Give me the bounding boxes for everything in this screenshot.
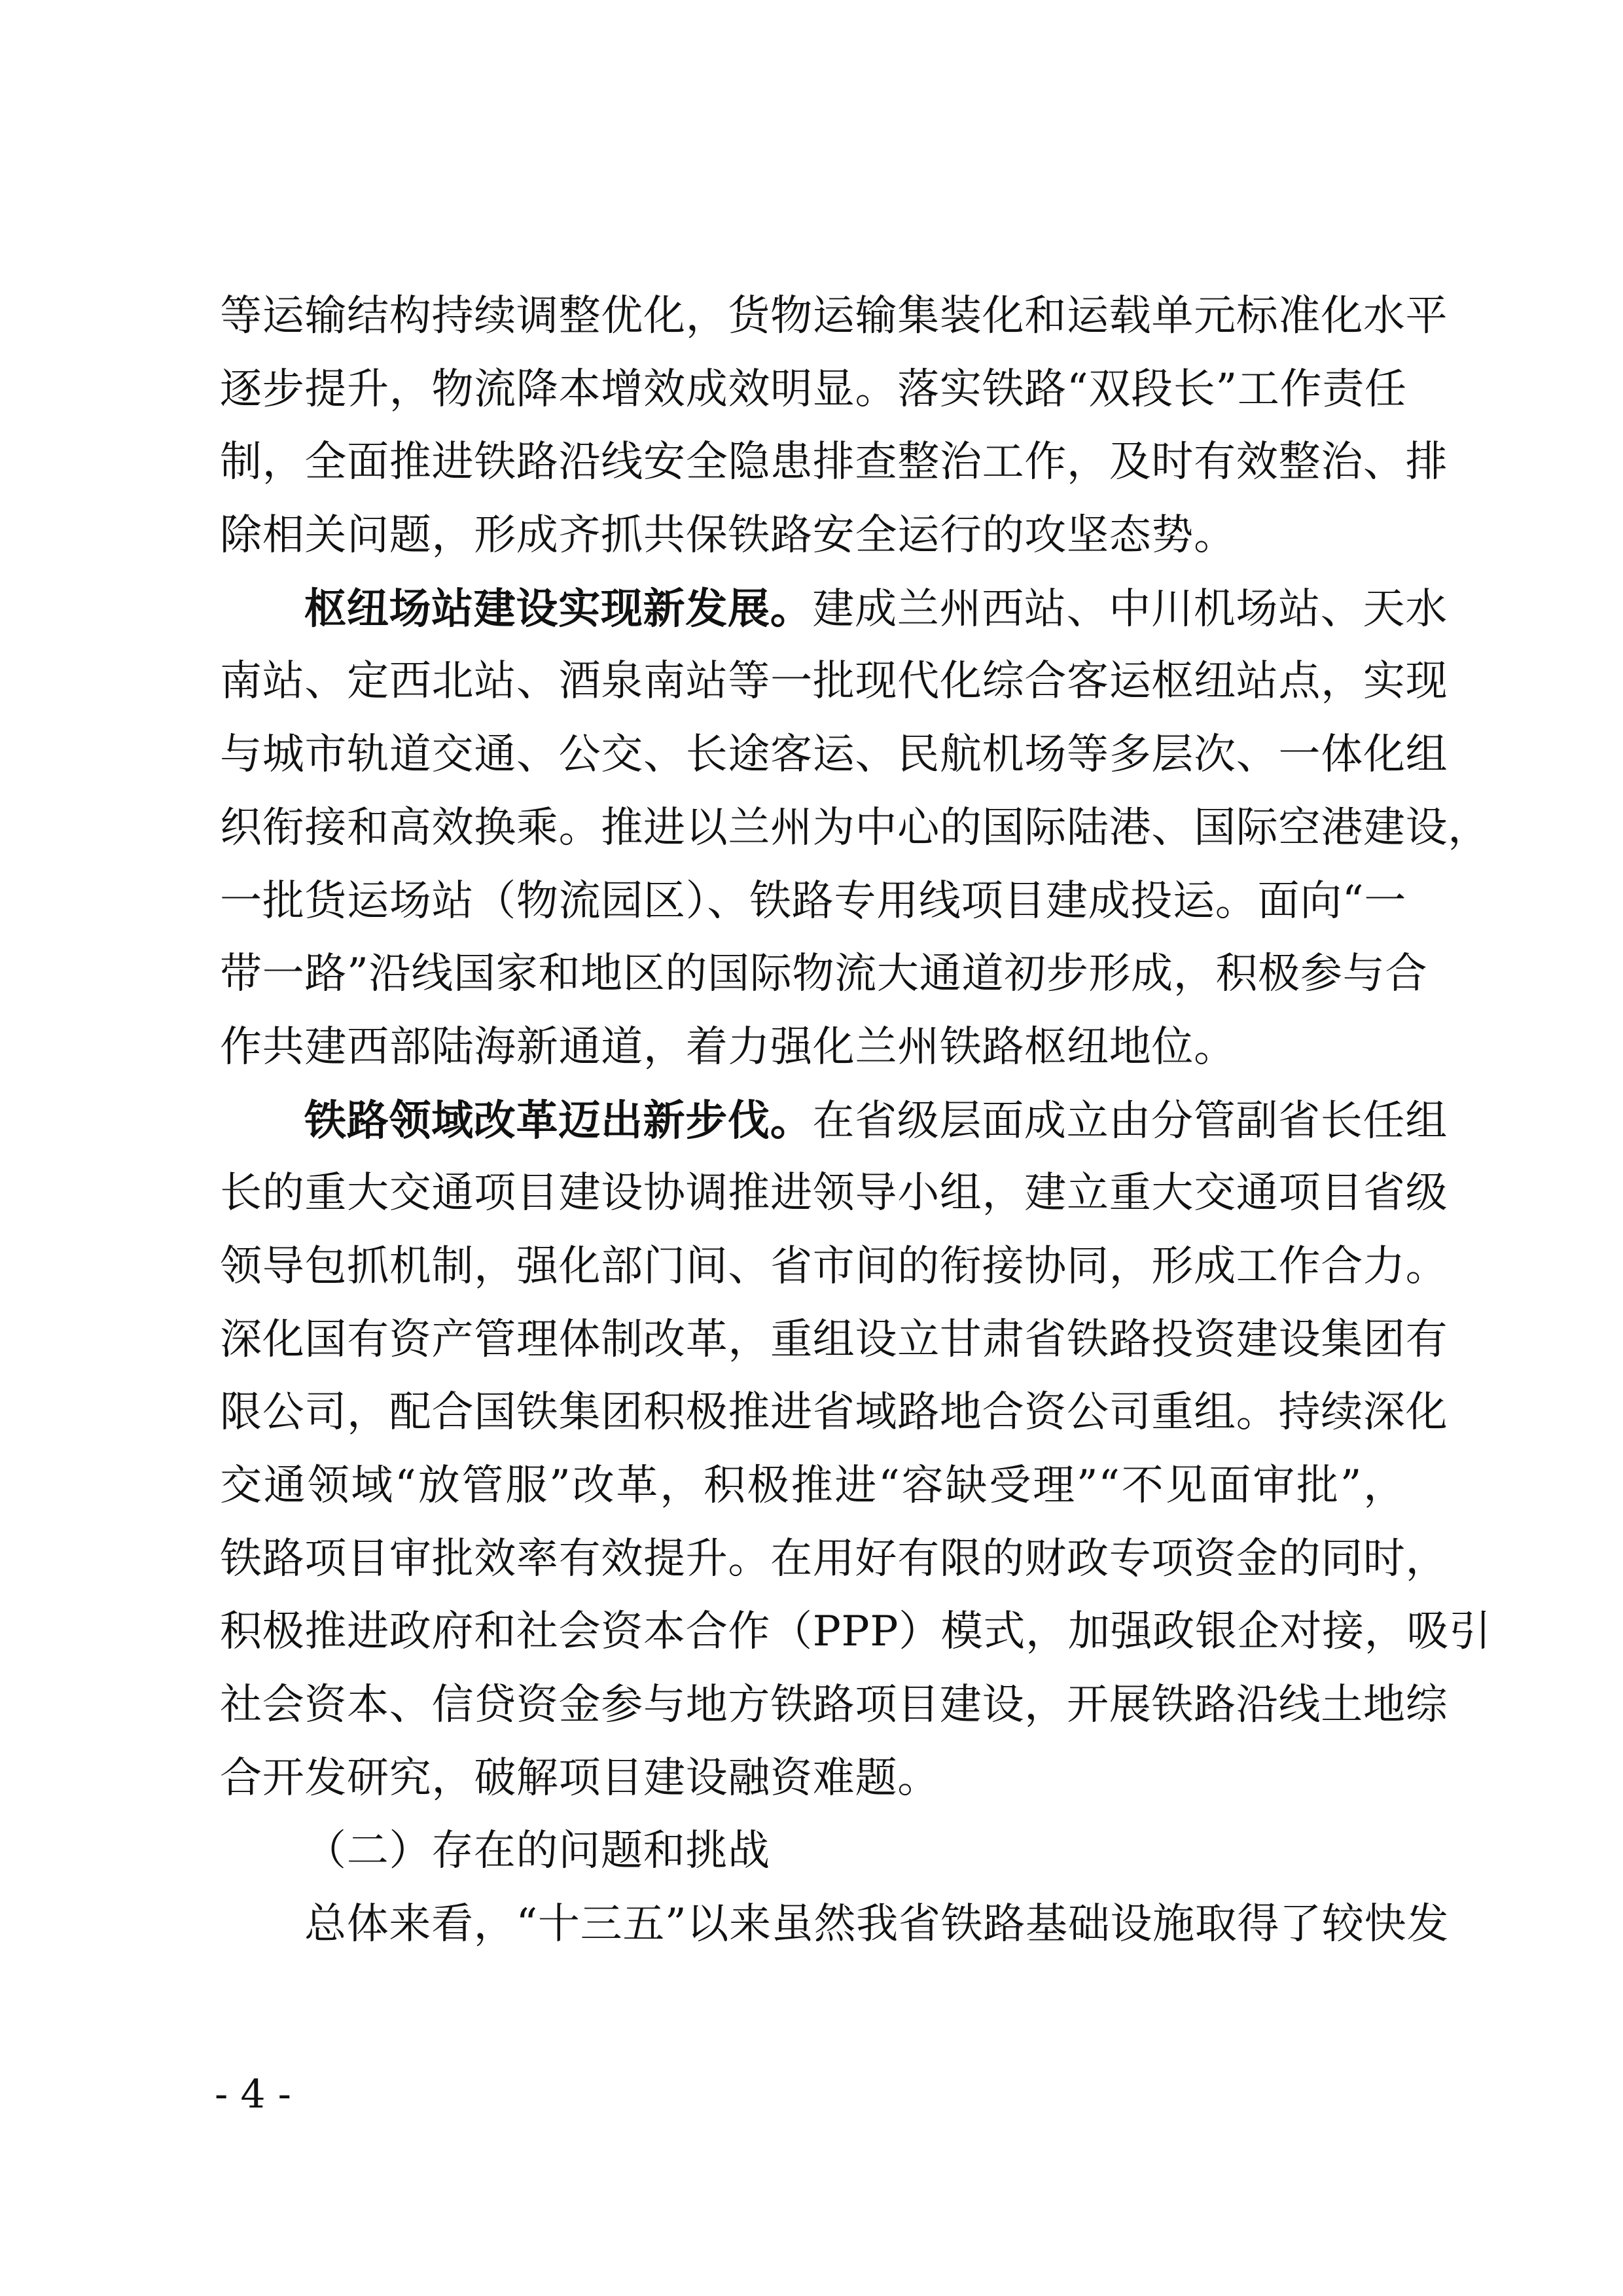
- paragraph-line: 社会资本、信贷资金参与地方铁路项目建设，开展铁路沿线土地综: [220, 1681, 1448, 1730]
- section-heading: （二）存在的问题和挑战: [304, 1827, 770, 1876]
- body-text: [220, 280, 1491, 1962]
- paragraph-line: 限公司，配合国铁集团积极推进省域路地合资公司重组。持续深化: [220, 1388, 1448, 1437]
- paragraph-line: 领导包抓机制，强化部门间、省市间的衔接协同，形成工作合力。: [220, 1242, 1448, 1291]
- paragraph-line: 长的重大交通项目建设协调推进领导小组，建立重大交通项目省级: [220, 1169, 1448, 1218]
- paragraph-title: 铁路领域改革迈出新步伐。: [304, 1096, 813, 1145]
- paragraph-line: 深化国有资产管理体制改革，重组设立甘肃省铁路投资建设集团有: [220, 1315, 1448, 1364]
- paragraph-line: 除相关问题，形成齐抓共保铁路安全运行的攻坚态势。: [220, 511, 1236, 560]
- paragraph-line: 铁路项目审批效率有效提升。在用好有限的财政专项资金的同时，: [220, 1534, 1448, 1583]
- paragraph-first-line: [220, 1085, 1448, 1158]
- paragraph-text: 在省级层面成立由分管副省长任组: [812, 1096, 1448, 1145]
- paragraph-line: 与城市轨道交通、公交、长途客运、民航机场等多层次、一体化组: [220, 730, 1448, 780]
- paragraph-line: 制，全面推进铁路沿线安全隐患排查整治工作，及时有效整治、排: [220, 438, 1448, 487]
- paragraph-line: 等运输结构持续调整优化，货物运输集装化和运载单元标准化水平: [220, 292, 1448, 340]
- page-number: - 4 -: [215, 2072, 291, 2117]
- paragraph-line: 一批货运场站（物流园区）、铁路专用线项目建成投运。面向“一: [220, 876, 1407, 925]
- paragraph-first-line: [220, 573, 1448, 646]
- paragraph-first-line: 总体来看，“十三五”以来虽然我省铁路基础设施取得了较快发: [304, 1900, 1450, 1949]
- paragraph-title: 枢纽场站建设实现新发展。: [304, 584, 813, 634]
- paragraph-line: 作共建西部陆海新通道，着力强化兰州铁路枢纽地位。: [220, 1022, 1236, 1071]
- paragraph-line: 逐步提升，物流降本增效成效明显。落实铁路“双段长”工作责任: [220, 365, 1407, 414]
- paragraph-line: 积极推进政府和社会资本合作（PPP）模式，加强政银企对接，吸引: [220, 1607, 1491, 1657]
- paragraph-line: 织衔接和高效换乘。推进以兰州为中心的国际陆港、国际空港建设，: [220, 803, 1490, 852]
- paragraph-line: 带一路”沿线国家和地区的国际物流大通道初步形成，积极参与合: [220, 950, 1428, 999]
- paragraph-line: 合开发研究，破解项目建设融资难题。: [220, 1753, 940, 1803]
- paragraph-line: 交通领域“放管服”改革，积极推进“容缺受理”“不见面审批”，: [220, 1462, 1406, 1510]
- paragraph-line: 南站、定西北站、酒泉南站等一批现代化综合客运枢纽站点，实现: [220, 657, 1448, 706]
- paragraph-text: 建成兰州西站、中川机场站、天水: [812, 584, 1448, 634]
